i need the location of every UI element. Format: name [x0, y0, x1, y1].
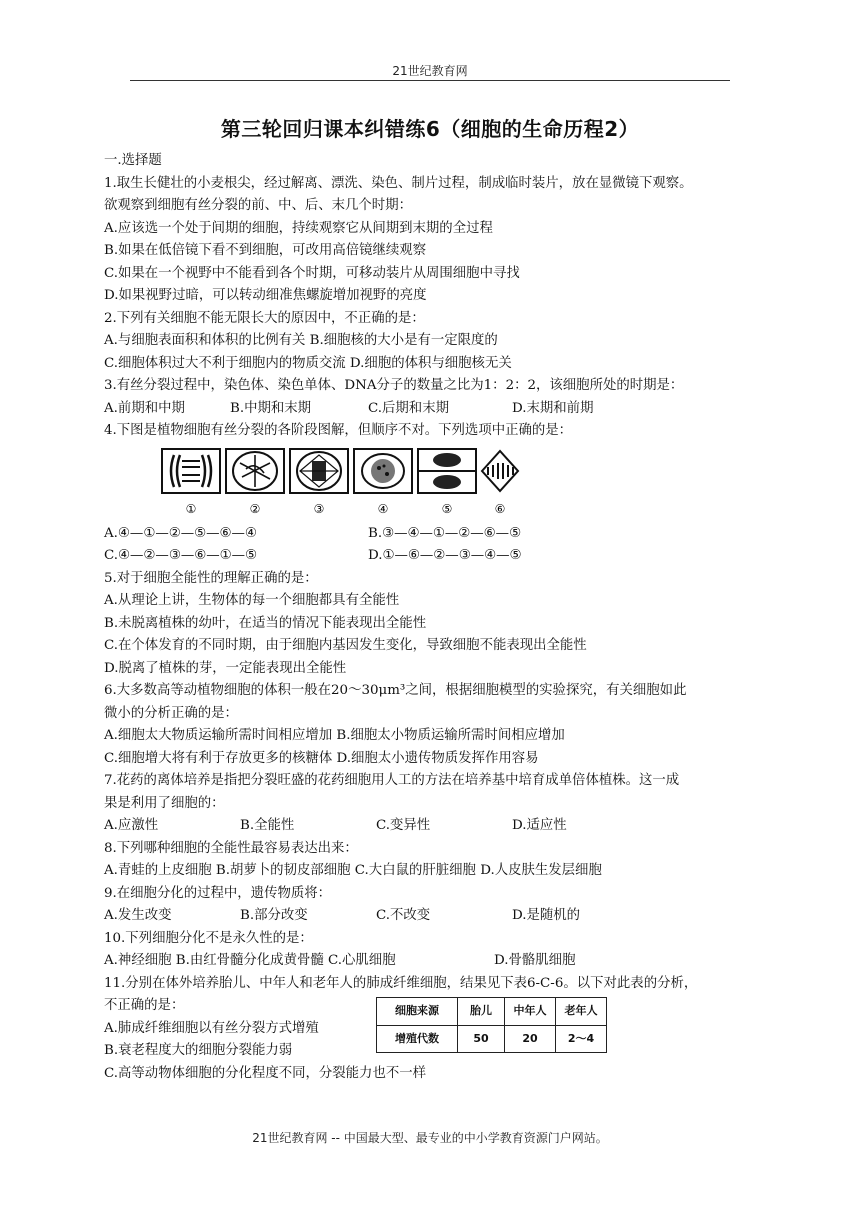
q3-option-d: D.末期和前期: [512, 400, 594, 416]
q1-stem-line1: 1.取生长健壮的小麦根尖，经过解离、漂洗、染色、制片过程，制成临时装片，放在显微镜下观察。: [104, 175, 693, 191]
q9-option-b: B.部分改变: [240, 908, 308, 923]
q11-stem-line1: 11.分别在体外培养胎儿、中年人和老年人的肺成纤维细胞，结果见下表6-C-6。以下对此表的分析，: [104, 975, 698, 991]
stage-6-cell: [482, 449, 518, 493]
stage-2-cell: [226, 449, 284, 493]
q9-stem: 9.在细胞分化的过程中，遗传物质将：: [104, 885, 332, 901]
q4-option-c: C.④—②—③—⑥—①—⑤: [104, 548, 258, 563]
q7-stem-line2: 果是利用了细胞的：: [104, 795, 225, 811]
cell-proliferation-table: [376, 997, 607, 1053]
q9-option-a: A.发生改变: [104, 908, 172, 923]
table-header-row: [377, 998, 607, 1026]
q6-options-ab: A.细胞太大物质运输所需时间相应增加 B.细胞太小物质运输所需时间相应增加: [104, 728, 565, 743]
q10-options: [104, 950, 764, 973]
stage-3-label: ③: [313, 501, 325, 516]
q4-options-ab: [104, 523, 764, 546]
q8-stem: 8.下列哪种细胞的全能性最容易表达出来：: [104, 840, 358, 856]
stage-6-label: ⑥: [494, 501, 506, 516]
table-row: [377, 1025, 607, 1053]
q7-option-b: B.全能性: [240, 818, 295, 833]
q11-block: [104, 995, 764, 1085]
q3-stem: 3.有丝分裂过程中，染色体、染色单体、DNA分子的数量之比为1：2：2，该细胞所处的时期是：: [104, 378, 684, 393]
table-cell: 2～4: [556, 1025, 607, 1053]
q1-option-b: B.如果在低倍镜下看不到细胞，可改用高倍镜继续观察: [104, 243, 427, 258]
table-cell: 20: [505, 1025, 556, 1053]
table-header-cell: 胎儿: [458, 998, 505, 1026]
q2-options-cd: C.细胞体积过大不利于细胞内的物质交流 D.细胞的体积与细胞核无关: [104, 355, 512, 371]
q3-option-a: A.前期和中期: [104, 400, 185, 416]
stage-4-cell: [354, 449, 412, 493]
q5-option-a: A.从理论上讲，生物体的每一个细胞都具有全能性: [104, 593, 400, 608]
question-content: [104, 150, 764, 1085]
mitosis-stages-diagram: [160, 447, 520, 519]
q2-options-ab: A.与细胞表面积和体积的比例有关 B.细胞核的大小是有一定限度的: [104, 333, 498, 348]
q6-options-cd: C.细胞增大将有利于存放更多的核糖体 D.细胞太小遗传物质发挥作用容易: [104, 750, 539, 766]
q1-stem-line2: 欲观察到细胞有丝分裂的前、中、后、末几个时期：: [104, 198, 412, 213]
q11-option-c: C.高等动物体细胞的分化程度不同，分裂能力也不一样: [104, 1065, 427, 1081]
q9-option-c: C.不改变: [376, 908, 431, 923]
q7-option-d: D.适应性: [512, 818, 567, 833]
q11-option-b: B.衰老程度大的细胞分裂能力弱: [104, 1043, 293, 1058]
q2-stem: 2.下列有关细胞不能无限长大的原因中，不正确的是：: [104, 310, 425, 326]
page-header: 21世纪教育网: [392, 64, 468, 78]
q5-option-c: C.在个体发育的不同时期，由于细胞内基因发生变化，导致细胞不能表现出全能性: [104, 638, 587, 653]
q7-stem-line1: 7.花药的离体培养是指把分裂旺盛的花药细胞用人工的方法在培养基中培育成单倍体植株。这一成: [104, 773, 680, 788]
q10-stem: 10.下列细胞分化不是永久性的是：: [104, 930, 313, 946]
q4-option-a: A.④—①—②—⑤—⑥—④: [104, 525, 257, 541]
page-footer: 21世纪教育网 -- 中国最大型、最专业的中小学教育资源门户网站。: [252, 1131, 608, 1145]
q7-option-a: A.应激性: [104, 818, 159, 833]
stage-1-cell: [162, 449, 220, 493]
q6-stem-line2: 微小的分析正确的是：: [104, 705, 238, 721]
q3-options: [104, 398, 764, 421]
stage-5-label: ⑤: [441, 501, 453, 516]
q11-stem-line2: 不正确的是：: [104, 998, 185, 1013]
table-header-cell: 细胞来源: [377, 998, 458, 1026]
stage-2-label: ②: [249, 501, 261, 516]
q6-stem-line1: 6.大多数高等动植物细胞的体积一般在20～30μm³之间，根据细胞模型的实验探究，有关细胞如此: [104, 683, 687, 698]
q7-option-c: C.变异性: [376, 818, 431, 833]
table-cell: 50: [458, 1025, 505, 1053]
section-heading: 一.选择题: [104, 153, 162, 168]
q5-option-d: D.脱离了植株的芽，一定能表现出全能性: [104, 660, 347, 676]
q4-option-d: D.①—⑥—②—③—④—⑤: [368, 548, 522, 563]
q3-option-b: B.中期和末期: [230, 400, 312, 416]
header-divider: [130, 80, 730, 81]
mitosis-figure: [104, 443, 764, 523]
table-header-cell: 中年人: [505, 998, 556, 1026]
q4-stem: 4.下图是植物细胞有丝分裂的各阶段图解，但顺序不对。下列选项中正确的是：: [104, 423, 573, 438]
q7-options: [104, 815, 764, 838]
stage-5-cell: [418, 449, 476, 493]
page-title: 第三轮回归课本纠错练6（细胞的生命历程2）: [220, 117, 640, 141]
q4-options-cd: [104, 545, 764, 568]
q1-option-a: A.应该选一个处于间期的细胞，持续观察它从间期到末期的全过程: [104, 220, 493, 236]
q9-option-d: D.是随机的: [512, 908, 581, 923]
q4-option-b: B.③—④—①—②—⑥—⑤: [368, 525, 522, 541]
q1-option-c: C.如果在一个视野中不能看到各个时期，可移动装片从周围细胞中寻找: [104, 265, 520, 281]
q3-option-c: C.后期和末期: [368, 400, 449, 416]
q9-options: [104, 905, 764, 928]
stage-3-cell: [290, 449, 348, 493]
table-cell: 增殖代数: [377, 1025, 458, 1053]
q8-options: A.青蛙的上皮细胞 B.胡萝卜的韧皮部细胞 C.大白鼠的肝脏细胞 D.人皮肤生发层细胞: [104, 863, 602, 878]
q5-stem: 5.对于细胞全能性的理解正确的是：: [104, 570, 318, 586]
q1-option-d: D.如果视野过暗，可以转动细准焦螺旋增加视野的亮度: [104, 288, 427, 303]
q5-option-b: B.未脱离植株的幼叶，在适当的情况下能表现出全能性: [104, 615, 427, 631]
q10-options-abc: A.神经细胞 B.由红骨髓分化成黄骨髓 C.心肌细胞: [104, 953, 396, 968]
table-header-cell: 老年人: [556, 998, 607, 1026]
q10-option-d: D.骨骼肌细胞: [494, 953, 576, 968]
stage-4-label: ④: [377, 501, 389, 516]
q11-option-a: A.肺成纤维细胞以有丝分裂方式增殖: [104, 1020, 319, 1036]
stage-1-label: ①: [185, 501, 197, 516]
